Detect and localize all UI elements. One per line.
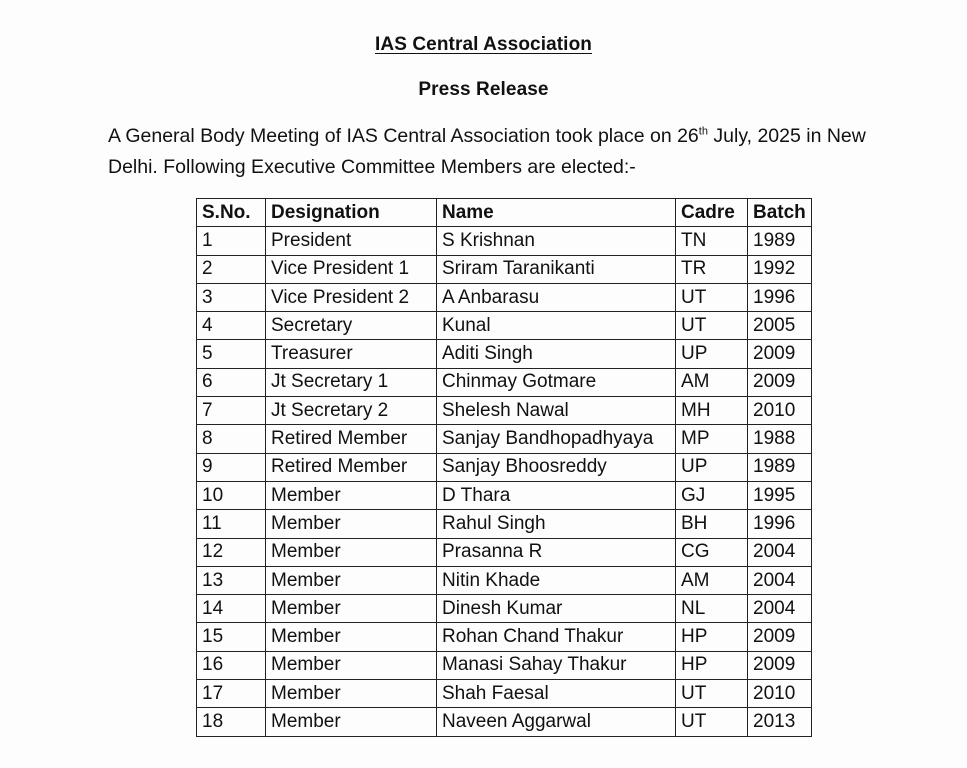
sno-cell: 10 bbox=[197, 481, 266, 509]
sno-cell: 6 bbox=[197, 368, 266, 396]
sno-cell: 18 bbox=[197, 708, 266, 736]
name-cell: Sriram Taranikanti bbox=[437, 255, 676, 283]
cadre-cell: GJ bbox=[676, 481, 748, 509]
intro-date-superscript: th bbox=[698, 125, 708, 138]
batch-cell: 1996 bbox=[748, 283, 812, 311]
batch-cell: 1988 bbox=[748, 425, 812, 453]
sno-cell: 7 bbox=[197, 397, 266, 425]
designation-cell: Member bbox=[266, 510, 437, 538]
name-cell: A Anbarasu bbox=[437, 283, 676, 311]
table-row bbox=[197, 453, 812, 481]
table-row bbox=[197, 425, 812, 453]
designation-cell: Member bbox=[266, 680, 437, 708]
cadre-cell: UP bbox=[676, 340, 748, 368]
table-row bbox=[197, 283, 812, 311]
table-row bbox=[197, 340, 812, 368]
designation-cell: Jt Secretary 1 bbox=[266, 368, 437, 396]
designation-cell: Retired Member bbox=[266, 453, 437, 481]
batch-cell: 1992 bbox=[748, 255, 812, 283]
sno-cell: 13 bbox=[197, 566, 266, 594]
cadre-cell: BH bbox=[676, 510, 748, 538]
press-release-title: Press Release bbox=[418, 79, 549, 100]
name-cell: Kunal bbox=[437, 312, 676, 340]
cadre-cell: HP bbox=[676, 623, 748, 651]
name-cell: Sanjay Bandhopadhyaya bbox=[437, 425, 676, 453]
name-cell: Dinesh Kumar bbox=[437, 595, 676, 623]
name-cell: Aditi Singh bbox=[437, 340, 676, 368]
cadre-cell: UT bbox=[676, 708, 748, 736]
batch-cell: 2010 bbox=[748, 397, 812, 425]
designation-cell: President bbox=[266, 227, 437, 255]
batch-cell: 2004 bbox=[748, 566, 812, 594]
sno-cell: 1 bbox=[197, 227, 266, 255]
intro-text-end: July, 2025 in New Delhi. Following Executive Committee Members are elected:- bbox=[108, 125, 866, 178]
table-row bbox=[197, 651, 812, 679]
cadre-cell: MP bbox=[676, 425, 748, 453]
designation-cell: Member bbox=[266, 566, 437, 594]
designation-cell: Member bbox=[266, 481, 437, 509]
header-batch: Batch bbox=[748, 199, 812, 227]
designation-cell: Vice President 1 bbox=[266, 255, 437, 283]
sno-cell: 2 bbox=[197, 255, 266, 283]
table-row bbox=[197, 680, 812, 708]
name-cell: Prasanna R bbox=[437, 538, 676, 566]
cadre-cell: UP bbox=[676, 453, 748, 481]
cadre-cell: HP bbox=[676, 651, 748, 679]
designation-cell: Treasurer bbox=[266, 340, 437, 368]
batch-cell: 1995 bbox=[748, 481, 812, 509]
sno-cell: 8 bbox=[197, 425, 266, 453]
table-row bbox=[197, 510, 812, 538]
header-sno: S.No. bbox=[197, 199, 266, 227]
batch-cell: 2004 bbox=[748, 595, 812, 623]
intro-paragraph bbox=[108, 121, 888, 183]
name-cell: Shah Faesal bbox=[437, 680, 676, 708]
cadre-cell: TN bbox=[676, 227, 748, 255]
sno-cell: 4 bbox=[197, 312, 266, 340]
table-header-row bbox=[197, 199, 812, 227]
sno-cell: 16 bbox=[197, 651, 266, 679]
table-row bbox=[197, 708, 812, 736]
designation-cell: Member bbox=[266, 708, 437, 736]
sno-cell: 11 bbox=[197, 510, 266, 538]
cadre-cell: UT bbox=[676, 283, 748, 311]
table-row bbox=[197, 227, 812, 255]
designation-cell: Member bbox=[266, 651, 437, 679]
batch-cell: 2013 bbox=[748, 708, 812, 736]
batch-cell: 2009 bbox=[748, 368, 812, 396]
name-cell: Nitin Khade bbox=[437, 566, 676, 594]
name-cell: Shelesh Nawal bbox=[437, 397, 676, 425]
table-row bbox=[197, 566, 812, 594]
designation-cell: Jt Secretary 2 bbox=[266, 397, 437, 425]
sno-cell: 14 bbox=[197, 595, 266, 623]
sno-cell: 3 bbox=[197, 283, 266, 311]
cadre-cell: AM bbox=[676, 368, 748, 396]
sno-cell: 17 bbox=[197, 680, 266, 708]
name-cell: Chinmay Gotmare bbox=[437, 368, 676, 396]
name-cell: Naveen Aggarwal bbox=[437, 708, 676, 736]
batch-cell: 2009 bbox=[748, 340, 812, 368]
intro-text-start: A General Body Meeting of IAS Central Association took place on 26 bbox=[108, 125, 699, 147]
batch-cell: 1989 bbox=[748, 227, 812, 255]
cadre-cell: AM bbox=[676, 566, 748, 594]
table-row bbox=[197, 368, 812, 396]
table-row bbox=[197, 397, 812, 425]
sno-cell: 5 bbox=[197, 340, 266, 368]
table-row bbox=[197, 312, 812, 340]
batch-cell: 2009 bbox=[748, 651, 812, 679]
sno-cell: 12 bbox=[197, 538, 266, 566]
table-row bbox=[197, 538, 812, 566]
batch-cell: 2005 bbox=[748, 312, 812, 340]
header-designation: Designation bbox=[266, 199, 437, 227]
designation-cell: Vice President 2 bbox=[266, 283, 437, 311]
table-row bbox=[197, 481, 812, 509]
cadre-cell: TR bbox=[676, 255, 748, 283]
name-cell: S Krishnan bbox=[437, 227, 676, 255]
name-cell: D Thara bbox=[437, 481, 676, 509]
designation-cell: Member bbox=[266, 623, 437, 651]
designation-cell: Retired Member bbox=[266, 425, 437, 453]
header-cadre: Cadre bbox=[676, 199, 748, 227]
table-row bbox=[197, 623, 812, 651]
batch-cell: 2009 bbox=[748, 623, 812, 651]
designation-cell: Member bbox=[266, 595, 437, 623]
sno-cell: 9 bbox=[197, 453, 266, 481]
name-cell: Sanjay Bhoosreddy bbox=[437, 453, 676, 481]
cadre-cell: MH bbox=[676, 397, 748, 425]
batch-cell: 1989 bbox=[748, 453, 812, 481]
sno-cell: 15 bbox=[197, 623, 266, 651]
name-cell: Rahul Singh bbox=[437, 510, 676, 538]
cadre-cell: UT bbox=[676, 680, 748, 708]
name-cell: Rohan Chand Thakur bbox=[437, 623, 676, 651]
designation-cell: Member bbox=[266, 538, 437, 566]
header-name: Name bbox=[437, 199, 676, 227]
cadre-cell: CG bbox=[676, 538, 748, 566]
cadre-cell: UT bbox=[676, 312, 748, 340]
batch-cell: 1996 bbox=[748, 510, 812, 538]
table-row bbox=[197, 255, 812, 283]
cadre-cell: NL bbox=[676, 595, 748, 623]
organization-title: IAS Central Association bbox=[375, 34, 592, 55]
batch-cell: 2010 bbox=[748, 680, 812, 708]
table-body bbox=[197, 227, 812, 736]
executive-committee-table bbox=[196, 198, 812, 737]
batch-cell: 2004 bbox=[748, 538, 812, 566]
designation-cell: Secretary bbox=[266, 312, 437, 340]
name-cell: Manasi Sahay Thakur bbox=[437, 651, 676, 679]
table-row bbox=[197, 595, 812, 623]
